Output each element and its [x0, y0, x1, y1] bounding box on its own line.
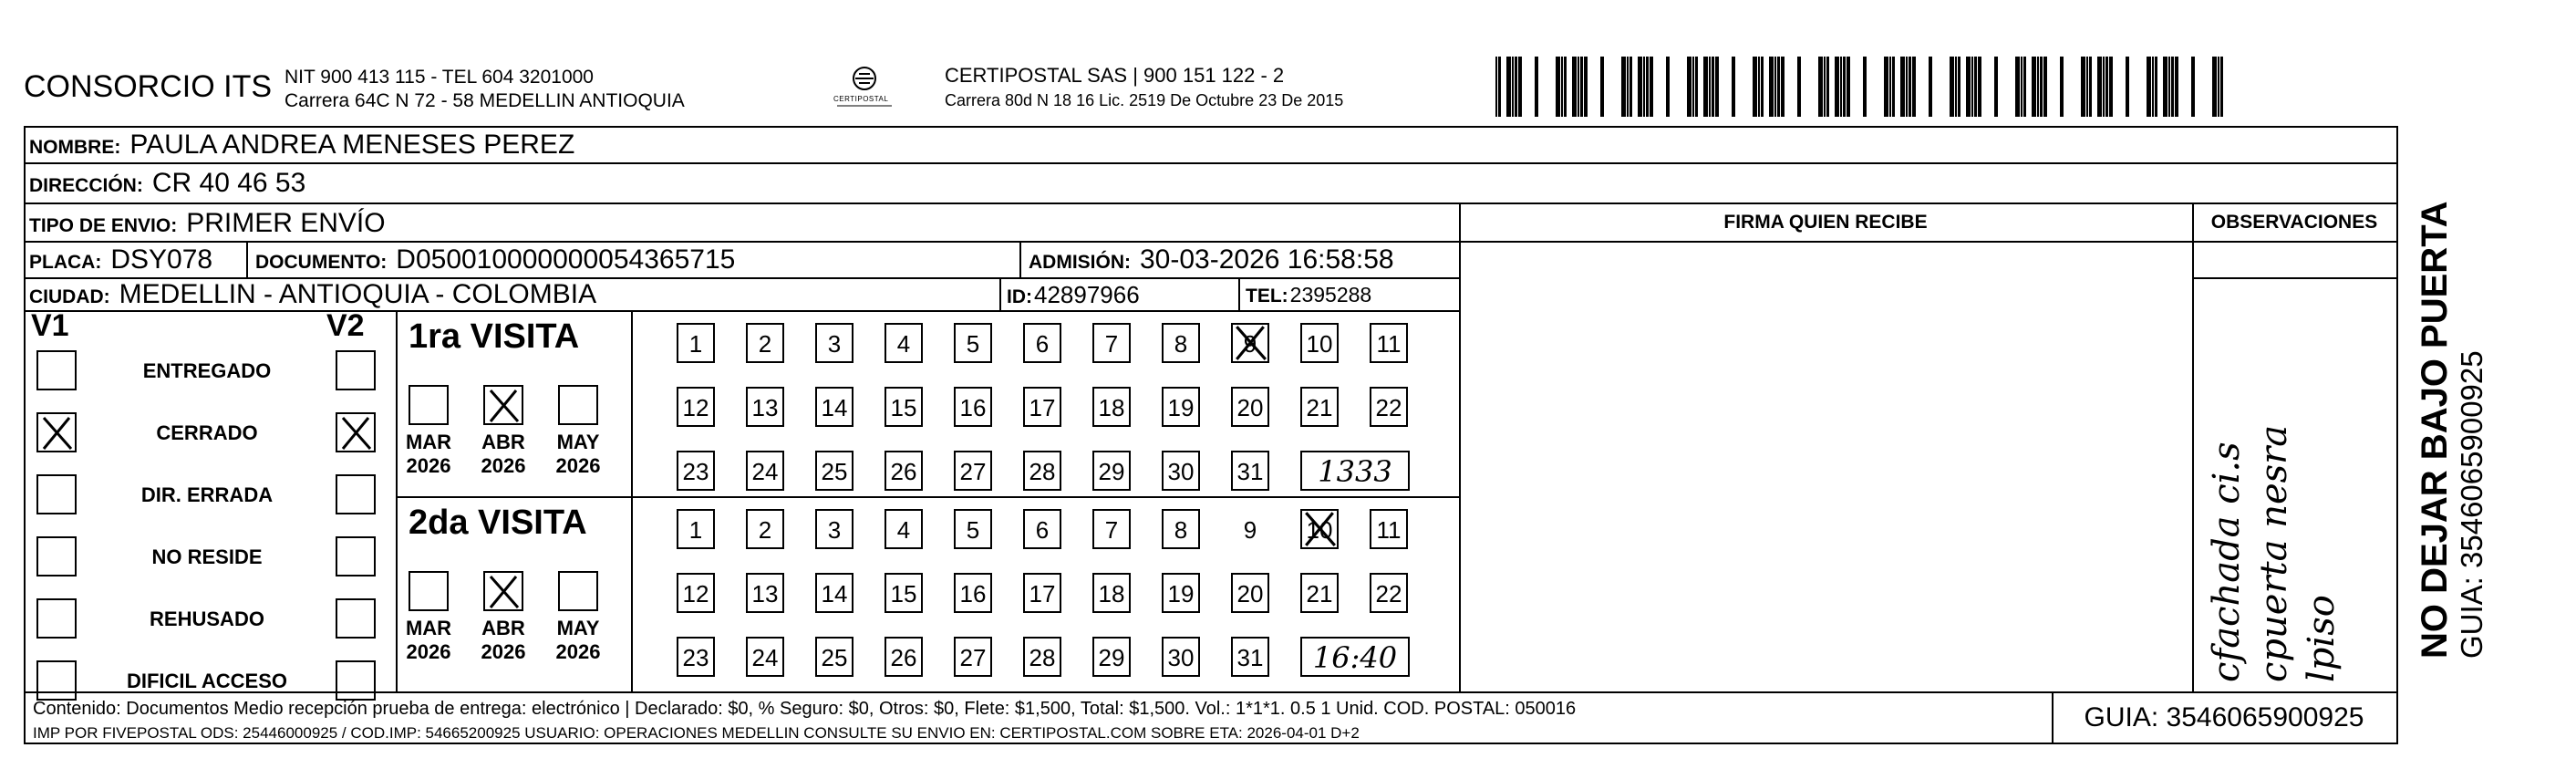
day-box[interactable]: 2 [746, 509, 784, 549]
v2-checkbox[interactable] [336, 660, 376, 701]
day-box[interactable]: 3 [815, 509, 853, 549]
month-label [394, 617, 463, 664]
observation-line-2: cpuerta nesra [2253, 424, 2295, 682]
month-checkbox[interactable] [483, 571, 523, 611]
month-year: 2026 [406, 454, 451, 477]
month-name: ABR [481, 431, 525, 453]
day-box[interactable]: 15 [885, 387, 923, 427]
observation-line-3: lpiso [2301, 595, 2343, 682]
ciudad-label: CIUDAD: [29, 286, 110, 307]
v1-checkbox[interactable] [36, 536, 77, 576]
v1-checkbox[interactable] [36, 412, 77, 452]
day-box[interactable]: 24 [746, 451, 784, 491]
day-box[interactable]: 25 [815, 637, 853, 677]
day-box[interactable]: 18 [1092, 387, 1131, 427]
direccion-value: CR 40 46 53 [151, 168, 306, 198]
status-option-label: NO RESIDE [151, 545, 263, 568]
day-box[interactable]: 31 [1231, 451, 1269, 491]
id-value: 42897966 [1034, 281, 1140, 308]
documento-value: D050010000000054365715 [396, 244, 736, 275]
carrier-name: CERTIPOSTAL SAS | 900 151 122 - 2 [945, 64, 1285, 87]
check-mark-icon [337, 414, 374, 451]
day-box[interactable]: 23 [677, 451, 715, 491]
time-box[interactable]: 1333 [1300, 451, 1410, 491]
day-box[interactable]: 10 [1300, 323, 1339, 363]
day-box[interactable]: 9 [1231, 323, 1269, 363]
day-box[interactable]: 26 [885, 451, 923, 491]
day-box[interactable]: 21 [1300, 573, 1339, 613]
month-checkbox[interactable] [558, 571, 598, 611]
month-checkbox[interactable] [483, 385, 523, 425]
shipping-form [24, 126, 2398, 744]
tel-value: 2395288 [1289, 283, 1372, 306]
status-option-label: DIFICIL ACCESO [126, 670, 287, 692]
time-box[interactable]: 16:40 [1300, 637, 1410, 677]
signature-area[interactable] [1461, 279, 2190, 690]
day-box[interactable]: 1 [677, 323, 715, 363]
observations-area [2196, 281, 2393, 690]
check-mark-icon [1231, 323, 1269, 361]
day-box[interactable]: 5 [954, 323, 992, 363]
month-name: MAR [405, 617, 452, 639]
day-box[interactable]: 16 [954, 573, 992, 613]
day-box[interactable]: 28 [1023, 637, 1061, 677]
day-box[interactable]: 14 [815, 387, 853, 427]
carrier-address: Carrera 80d N 18 16 Lic. 2519 De Octubre 23 De 2015 [945, 91, 1344, 109]
barcode [1495, 57, 2225, 117]
day-box[interactable]: 31 [1231, 637, 1269, 677]
company-name: CONSORCIO ITS [24, 69, 273, 104]
logo-text: CERTIPOSTAL [833, 95, 889, 103]
month-year: 2026 [555, 640, 601, 663]
day-box[interactable]: 12 [677, 387, 715, 427]
day-box[interactable]: 4 [885, 323, 923, 363]
month-label [543, 431, 613, 478]
company-nit: NIT 900 413 115 - TEL 604 3201000 [284, 67, 594, 88]
day-box[interactable]: 5 [954, 509, 992, 549]
day-box[interactable]: 6 [1023, 509, 1061, 549]
tipo-envio-label: TIPO DE ENVIO: [29, 215, 178, 236]
day-box[interactable]: 30 [1162, 637, 1200, 677]
day-mark [1231, 323, 1269, 363]
check-mark-icon [38, 414, 75, 451]
day-box[interactable]: 4 [885, 509, 923, 549]
day-box[interactable]: 17 [1023, 573, 1061, 613]
v2-checkbox[interactable] [336, 598, 376, 639]
placa-value: DSY078 [110, 244, 213, 275]
status-option-label: DIR. ERRADA [140, 483, 274, 506]
month-checkbox[interactable] [558, 385, 598, 425]
day-box[interactable]: 1 [677, 509, 715, 549]
month-name: MAY [556, 617, 600, 639]
month-label [469, 617, 538, 664]
day-box[interactable]: 6 [1023, 323, 1061, 363]
month-year: 2026 [481, 454, 526, 477]
day-box[interactable]: 20 [1231, 387, 1269, 427]
day-box[interactable]: 21 [1300, 387, 1339, 427]
month-name: MAY [556, 431, 600, 453]
day-box[interactable]: 25 [815, 451, 853, 491]
placa-label: PLACA: [29, 252, 102, 273]
day-box[interactable]: 17 [1023, 387, 1061, 427]
day-box[interactable]: 2 [746, 323, 784, 363]
month-name: MAR [405, 431, 452, 453]
day-box[interactable]: 23 [677, 637, 715, 677]
no-dejar-warning: NO DEJAR BAJO PUERTA [2415, 201, 2455, 659]
certipostal-logo [832, 64, 897, 113]
footer-line-2: IMP POR FIVEPOSTAL ODS: 25446000925 / COD.IMP: 54665200925 USUARIO: OPERACIONES MEDELLIN CONSULTE SU ENVIO EN: CERTIPOSTAL.COM SOBRE ETA: 2026-04-01 D+2 [33, 724, 1360, 742]
day-box[interactable]: 11 [1370, 509, 1408, 549]
check-mark-icon [1300, 509, 1339, 547]
day-box[interactable]: 16 [954, 387, 992, 427]
month-label [394, 431, 463, 478]
day-mark [1300, 509, 1339, 549]
v2-checkbox[interactable] [336, 536, 376, 576]
day-box[interactable]: 29 [1092, 637, 1131, 677]
month-name: ABR [481, 617, 525, 639]
day-box[interactable]: 7 [1092, 509, 1131, 549]
v2-checkbox[interactable] [336, 350, 376, 390]
day-box[interactable]: 28 [1023, 451, 1061, 491]
month-year: 2026 [555, 454, 601, 477]
day-box[interactable]: 20 [1231, 573, 1269, 613]
check-mark-icon [485, 573, 522, 609]
v2-checkbox[interactable] [336, 412, 376, 452]
documento-label: DOCUMENTO: [255, 252, 388, 273]
day-box[interactable]: 8 [1162, 323, 1200, 363]
month-label [543, 617, 613, 664]
v1-label: V1 [31, 308, 69, 343]
day-box[interactable]: 19 [1162, 387, 1200, 427]
month-checkbox[interactable] [409, 385, 449, 425]
day-box[interactable]: 19 [1162, 573, 1200, 613]
visit-title: 1ra VISITA [409, 317, 580, 356]
month-checkbox[interactable] [409, 571, 449, 611]
day-box[interactable]: 10 [1300, 509, 1339, 549]
day-box[interactable]: 13 [746, 387, 784, 427]
tel-label: TEL: [1246, 286, 1288, 306]
day-box[interactable]: 26 [885, 637, 923, 677]
month-label [469, 431, 538, 478]
signature-header: FIRMA QUIEN RECIBE [1723, 212, 1928, 233]
v2-checkbox[interactable] [336, 474, 376, 514]
v2-label: V2 [326, 308, 365, 343]
day-box[interactable]: 8 [1162, 509, 1200, 549]
day-box[interactable]: 18 [1092, 573, 1131, 613]
v1-checkbox[interactable] [36, 350, 77, 390]
day-box[interactable]: 30 [1162, 451, 1200, 491]
side-guia: GUIA: 3546065900925 [2455, 350, 2488, 659]
ciudad-value: MEDELLIN - ANTIOQUIA - COLOMBIA [119, 279, 597, 309]
day-box[interactable]: 3 [815, 323, 853, 363]
day-box[interactable]: 11 [1370, 323, 1408, 363]
status-option-label: CERRADO [156, 421, 258, 444]
day-box[interactable]: 24 [746, 637, 784, 677]
v1-checkbox[interactable] [36, 660, 77, 701]
month-year: 2026 [406, 640, 451, 663]
visit-title: 2da VISITA [409, 504, 587, 542]
direccion-label: DIRECCIÓN: [29, 175, 143, 196]
footer-guia: GUIA: 3546065900925 [2084, 702, 2364, 732]
day-box[interactable]: 9 [1243, 516, 1257, 544]
observation-line-1: cfachada ci.s [2206, 441, 2248, 682]
status-option-label: REHUSADO [150, 608, 264, 630]
footer-line-1: Contenido: Documentos Medio recepción prueba de entrega: electrónico | Declarado: $0, % Seguro: $0, Otros: $0, Flete: $1,500, Total: $1,500. Vol.: 1*1*1. 0.5 1 Unid. COD. POSTAL: 050016 [33, 699, 1577, 719]
day-box[interactable]: 7 [1092, 323, 1131, 363]
check-mark-icon [485, 387, 522, 423]
day-box[interactable]: 22 [1370, 573, 1408, 613]
nombre-value: PAULA ANDREA MENESES PEREZ [129, 130, 575, 160]
v1-checkbox[interactable] [36, 598, 77, 639]
day-box[interactable]: 15 [885, 573, 923, 613]
admision-value: 30-03-2026 16:58:58 [1140, 244, 1394, 275]
company-address: Carrera 64C N 72 - 58 MEDELLIN ANTIOQUIA [284, 90, 685, 111]
day-box[interactable]: 12 [677, 573, 715, 613]
day-box[interactable]: 29 [1092, 451, 1131, 491]
tipo-envio-value: PRIMER ENVÍO [186, 208, 386, 238]
day-box[interactable]: 13 [746, 573, 784, 613]
status-option-label: ENTREGADO [142, 359, 272, 382]
day-box[interactable]: 27 [954, 451, 992, 491]
day-box[interactable]: 27 [954, 637, 992, 677]
nombre-label: NOMBRE: [29, 137, 121, 158]
day-box[interactable]: 14 [815, 573, 853, 613]
id-label: ID: [1007, 286, 1032, 307]
day-box[interactable]: 22 [1370, 387, 1408, 427]
admision-label: ADMISIÓN: [1029, 252, 1131, 273]
month-year: 2026 [481, 640, 526, 663]
observations-header: OBSERVACIONES [2210, 212, 2378, 233]
side-text [2415, 201, 2489, 659]
v1-checkbox[interactable] [36, 474, 77, 514]
